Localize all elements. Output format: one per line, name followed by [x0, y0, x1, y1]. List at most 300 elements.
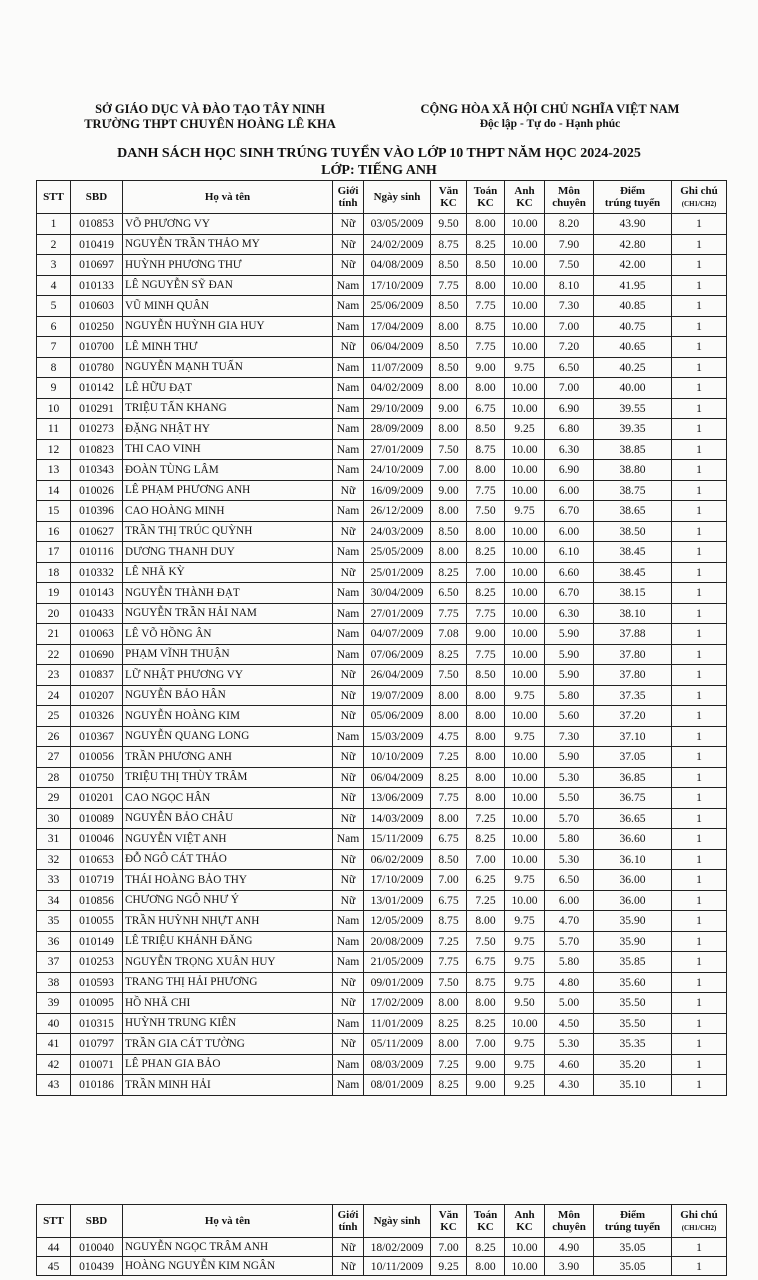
header-diem: Điểm trúng tuyển [594, 1205, 672, 1238]
cell-name: LÊ NHÃ KỲ [123, 562, 333, 583]
cell-stt: 36 [37, 931, 71, 952]
cell-stt: 26 [37, 726, 71, 747]
cell-ghi-chu: 1 [672, 337, 727, 358]
table-row [37, 624, 727, 645]
cell-toan: 7.50 [467, 931, 505, 952]
cell-stt: 24 [37, 685, 71, 706]
cell-van: 8.00 [431, 706, 467, 727]
cell-van: 9.50 [431, 214, 467, 235]
cell-sbd: 010780 [71, 357, 123, 378]
cell-anh: 9.75 [505, 357, 545, 378]
cell-dob: 29/10/2009 [364, 398, 431, 419]
cell-mon-chuyen: 5.90 [545, 644, 594, 665]
cell-gender: Nữ [333, 685, 364, 706]
cell-sbd: 010207 [71, 685, 123, 706]
cell-dob: 08/03/2009 [364, 1054, 431, 1075]
cell-gender: Nam [333, 829, 364, 850]
cell-anh: 10.00 [505, 1238, 545, 1257]
cell-dob: 21/05/2009 [364, 952, 431, 973]
cell-name: LỮ NHẬT PHƯƠNG VY [123, 665, 333, 686]
cell-stt: 28 [37, 767, 71, 788]
cell-gender: Nam [333, 1075, 364, 1096]
cell-diem: 35.35 [594, 1034, 672, 1055]
cell-sbd: 010326 [71, 706, 123, 727]
table-row [37, 911, 727, 932]
cell-diem: 36.75 [594, 788, 672, 809]
cell-sbd: 010116 [71, 542, 123, 563]
cell-ghi-chu: 1 [672, 542, 727, 563]
cell-sbd: 010063 [71, 624, 123, 645]
cell-name: HUỲNH PHƯƠNG THƯ [123, 255, 333, 276]
table-row [37, 214, 727, 235]
cell-name: NGUYỄN TRẦN HẢI NAM [123, 603, 333, 624]
cell-van: 8.50 [431, 521, 467, 542]
header-dob: Ngày sinh [364, 181, 431, 214]
cell-stt: 10 [37, 398, 71, 419]
cell-van: 7.75 [431, 603, 467, 624]
cell-sbd: 010315 [71, 1013, 123, 1034]
cell-stt: 19 [37, 583, 71, 604]
cell-stt: 30 [37, 808, 71, 829]
cell-ghi-chu: 1 [672, 1257, 727, 1276]
cell-dob: 04/07/2009 [364, 624, 431, 645]
cell-toan: 8.75 [467, 316, 505, 337]
cell-anh: 10.00 [505, 255, 545, 276]
cell-ghi-chu: 1 [672, 665, 727, 686]
cell-van: 7.50 [431, 665, 467, 686]
cell-van: 8.00 [431, 316, 467, 337]
cell-mon-chuyen: 8.20 [545, 214, 594, 235]
cell-sbd: 010253 [71, 952, 123, 973]
cell-mon-chuyen: 4.70 [545, 911, 594, 932]
table-row [37, 337, 727, 358]
cell-toan: 8.50 [467, 419, 505, 440]
cell-stt: 23 [37, 665, 71, 686]
cell-sbd: 010697 [71, 255, 123, 276]
cell-sbd: 010201 [71, 788, 123, 809]
cell-dob: 24/10/2009 [364, 460, 431, 481]
cell-mon-chuyen: 5.90 [545, 624, 594, 645]
cell-toan: 7.75 [467, 337, 505, 358]
cell-anh: 9.50 [505, 993, 545, 1014]
cell-gender: Nam [333, 644, 364, 665]
table-row [37, 357, 727, 378]
cell-diem: 38.10 [594, 603, 672, 624]
cell-stt: 8 [37, 357, 71, 378]
header-ghi-chu: Ghi chú (CH1/CH2) [672, 1205, 727, 1238]
cell-mon-chuyen: 6.30 [545, 439, 594, 460]
table-row [37, 316, 727, 337]
cell-stt: 15 [37, 501, 71, 522]
cell-ghi-chu: 1 [672, 214, 727, 235]
cell-mon-chuyen: 5.60 [545, 706, 594, 727]
cell-ghi-chu: 1 [672, 747, 727, 768]
cell-gender: Nữ [333, 255, 364, 276]
cell-dob: 10/11/2009 [364, 1257, 431, 1276]
cell-dob: 15/11/2009 [364, 829, 431, 850]
cell-mon-chuyen: 4.90 [545, 1238, 594, 1257]
cell-dob: 08/01/2009 [364, 1075, 431, 1096]
cell-name: CAO NGỌC HÂN [123, 788, 333, 809]
cell-dob: 27/01/2009 [364, 603, 431, 624]
cell-gender: Nam [333, 460, 364, 481]
cell-gender: Nữ [333, 890, 364, 911]
cell-mon-chuyen: 6.80 [545, 419, 594, 440]
cell-dob: 24/02/2009 [364, 234, 431, 255]
header-van: Văn KC [431, 181, 467, 214]
cell-toan: 8.00 [467, 378, 505, 399]
cell-anh: 10.00 [505, 788, 545, 809]
cell-anh: 9.75 [505, 501, 545, 522]
cell-van: 8.25 [431, 562, 467, 583]
cell-mon-chuyen: 5.30 [545, 767, 594, 788]
cell-ghi-chu: 1 [672, 644, 727, 665]
cell-stt: 27 [37, 747, 71, 768]
header-sbd: SBD [71, 181, 123, 214]
cell-mon-chuyen: 4.30 [545, 1075, 594, 1096]
cell-anh: 10.00 [505, 808, 545, 829]
cell-ghi-chu: 1 [672, 952, 727, 973]
cell-van: 8.50 [431, 357, 467, 378]
cell-mon-chuyen: 5.80 [545, 829, 594, 850]
cell-toan: 8.00 [467, 275, 505, 296]
cell-ghi-chu: 1 [672, 378, 727, 399]
cell-name: NGUYỄN NGỌC TRÂM ANH [123, 1238, 333, 1257]
cell-diem: 36.65 [594, 808, 672, 829]
cell-stt: 34 [37, 890, 71, 911]
cell-ghi-chu: 1 [672, 788, 727, 809]
cell-stt: 40 [37, 1013, 71, 1034]
cell-dob: 25/06/2009 [364, 296, 431, 317]
cell-name: TRẦN PHƯƠNG ANH [123, 747, 333, 768]
table-row [37, 685, 727, 706]
cell-stt: 16 [37, 521, 71, 542]
table-row [37, 808, 727, 829]
cell-gender: Nam [333, 296, 364, 317]
cell-toan: 7.75 [467, 296, 505, 317]
cell-stt: 2 [37, 234, 71, 255]
header-gender: Giới tính [333, 181, 364, 214]
cell-toan: 8.00 [467, 214, 505, 235]
cell-gender: Nữ [333, 1238, 364, 1257]
cell-van: 7.25 [431, 931, 467, 952]
cell-van: 7.75 [431, 952, 467, 973]
cell-anh: 9.25 [505, 1075, 545, 1096]
cell-gender: Nữ [333, 337, 364, 358]
table-row [37, 767, 727, 788]
cell-toan: 7.25 [467, 890, 505, 911]
cell-sbd: 010593 [71, 972, 123, 993]
cell-diem: 38.15 [594, 583, 672, 604]
class-label: LỚP: TIẾNG ANH [321, 163, 437, 178]
cell-stt: 17 [37, 542, 71, 563]
table-row [37, 1257, 727, 1276]
cell-sbd: 010719 [71, 870, 123, 891]
cell-toan: 8.25 [467, 583, 505, 604]
cell-anh: 10.00 [505, 603, 545, 624]
cell-stt: 29 [37, 788, 71, 809]
cell-toan: 9.00 [467, 624, 505, 645]
cell-diem: 36.85 [594, 767, 672, 788]
cell-name: HOÀNG NGUYỄN KIM NGÂN [123, 1257, 333, 1276]
cell-anh: 10.00 [505, 890, 545, 911]
table-row [37, 583, 727, 604]
cell-anh: 10.00 [505, 316, 545, 337]
cell-toan: 8.25 [467, 542, 505, 563]
cell-ghi-chu: 1 [672, 562, 727, 583]
cell-stt: 45 [37, 1257, 71, 1276]
cell-ghi-chu: 1 [672, 829, 727, 850]
cell-sbd: 010433 [71, 603, 123, 624]
cell-diem: 40.75 [594, 316, 672, 337]
header-van: Văn KC [431, 1205, 467, 1238]
cell-name: LÊ PHAN GIA BẢO [123, 1054, 333, 1075]
cell-mon-chuyen: 4.50 [545, 1013, 594, 1034]
table-row [37, 993, 727, 1014]
cell-toan: 6.75 [467, 398, 505, 419]
document-title: DANH SÁCH HỌC SINH TRÚNG TUYỂN VÀO LỚP 10 THPT NĂM HỌC 2024-2025 [117, 146, 641, 161]
cell-diem: 35.85 [594, 952, 672, 973]
cell-toan: 8.00 [467, 1257, 505, 1276]
cell-gender: Nam [333, 439, 364, 460]
issuing-agency-header [60, 102, 360, 132]
cell-stt: 43 [37, 1075, 71, 1096]
table-row [37, 439, 727, 460]
cell-dob: 06/04/2009 [364, 337, 431, 358]
cell-gender: Nam [333, 1013, 364, 1034]
cell-stt: 1 [37, 214, 71, 235]
cell-toan: 8.00 [467, 788, 505, 809]
cell-ghi-chu: 1 [672, 603, 727, 624]
country-name: CỘNG HÒA XÃ HỘI CHỦ NGHĨA VIỆT NAM [420, 102, 680, 116]
cell-van: 9.00 [431, 398, 467, 419]
cell-diem: 41.95 [594, 275, 672, 296]
cell-diem: 38.80 [594, 460, 672, 481]
cell-toan: 8.00 [467, 767, 505, 788]
cell-van: 7.50 [431, 972, 467, 993]
cell-name: PHẠM VĨNH THUẬN [123, 644, 333, 665]
cell-ghi-chu: 1 [672, 234, 727, 255]
cell-toan: 8.75 [467, 439, 505, 460]
cell-name: ĐOÀN TÙNG LÂM [123, 460, 333, 481]
cell-name: LÊ PHẠM PHƯƠNG ANH [123, 480, 333, 501]
cell-gender: Nam [333, 583, 364, 604]
cell-diem: 40.00 [594, 378, 672, 399]
cell-van: 7.00 [431, 1238, 467, 1257]
cell-mon-chuyen: 4.60 [545, 1054, 594, 1075]
cell-van: 8.25 [431, 767, 467, 788]
cell-ghi-chu: 1 [672, 706, 727, 727]
table-row [37, 1013, 727, 1034]
cell-gender: Nam [333, 931, 364, 952]
cell-van: 6.75 [431, 890, 467, 911]
cell-mon-chuyen: 6.90 [545, 460, 594, 481]
cell-stt: 7 [37, 337, 71, 358]
cell-van: 6.75 [431, 829, 467, 850]
school-name: TRƯỜNG THPT CHUYÊN HOÀNG LÊ KHA [84, 117, 336, 131]
cell-stt: 20 [37, 603, 71, 624]
cell-ghi-chu: 1 [672, 808, 727, 829]
cell-gender: Nữ [333, 665, 364, 686]
cell-diem: 35.60 [594, 972, 672, 993]
national-motto-header [380, 102, 720, 132]
cell-ghi-chu: 1 [672, 1013, 727, 1034]
cell-stt: 35 [37, 911, 71, 932]
table-row [37, 603, 727, 624]
cell-van: 7.75 [431, 275, 467, 296]
cell-sbd: 010797 [71, 1034, 123, 1055]
cell-mon-chuyen: 4.80 [545, 972, 594, 993]
department-name: SỞ GIÁO DỤC VÀ ĐÀO TẠO TÂY NINH [95, 102, 325, 116]
cell-sbd: 010853 [71, 214, 123, 235]
cell-mon-chuyen: 6.70 [545, 583, 594, 604]
cell-sbd: 010332 [71, 562, 123, 583]
cell-toan: 9.00 [467, 357, 505, 378]
cell-diem: 37.88 [594, 624, 672, 645]
cell-stt: 11 [37, 419, 71, 440]
cell-name: NGUYỄN TRỌNG XUÂN HUY [123, 952, 333, 973]
cell-mon-chuyen: 5.30 [545, 849, 594, 870]
cell-dob: 17/10/2009 [364, 870, 431, 891]
cell-sbd: 010095 [71, 993, 123, 1014]
cell-dob: 18/02/2009 [364, 1238, 431, 1257]
cell-ghi-chu: 1 [672, 931, 727, 952]
cell-anh: 10.00 [505, 398, 545, 419]
cell-name: CAO HOÀNG MINH [123, 501, 333, 522]
cell-van: 7.08 [431, 624, 467, 645]
cell-dob: 12/05/2009 [364, 911, 431, 932]
cell-toan: 7.25 [467, 808, 505, 829]
table-row [37, 480, 727, 501]
cell-name: THI CAO VINH [123, 439, 333, 460]
cell-ghi-chu: 1 [672, 460, 727, 481]
cell-mon-chuyen: 5.80 [545, 952, 594, 973]
cell-anh: 10.00 [505, 624, 545, 645]
cell-dob: 19/07/2009 [364, 685, 431, 706]
cell-van: 7.25 [431, 747, 467, 768]
cell-stt: 21 [37, 624, 71, 645]
cell-anh: 10.00 [505, 337, 545, 358]
header-anh: Anh KC [505, 1205, 545, 1238]
cell-dob: 17/10/2009 [364, 275, 431, 296]
cell-dob: 06/02/2009 [364, 849, 431, 870]
cell-dob: 06/04/2009 [364, 767, 431, 788]
cell-dob: 11/01/2009 [364, 1013, 431, 1034]
cell-van: 8.00 [431, 808, 467, 829]
header-toan: Toán KC [467, 1205, 505, 1238]
cell-gender: Nam [333, 1054, 364, 1075]
cell-van: 7.50 [431, 439, 467, 460]
cell-mon-chuyen: 8.10 [545, 275, 594, 296]
cell-sbd: 010291 [71, 398, 123, 419]
cell-mon-chuyen: 6.30 [545, 603, 594, 624]
cell-diem: 37.80 [594, 644, 672, 665]
cell-ghi-chu: 1 [672, 398, 727, 419]
cell-ghi-chu: 1 [672, 1054, 727, 1075]
cell-toan: 8.00 [467, 685, 505, 706]
cell-mon-chuyen: 7.20 [545, 337, 594, 358]
cell-stt: 25 [37, 706, 71, 727]
cell-toan: 7.50 [467, 501, 505, 522]
cell-anh: 10.00 [505, 480, 545, 501]
cell-anh: 9.75 [505, 931, 545, 952]
table-row [37, 255, 727, 276]
cell-toan: 8.00 [467, 706, 505, 727]
cell-dob: 13/06/2009 [364, 788, 431, 809]
cell-anh: 10.00 [505, 1013, 545, 1034]
cell-gender: Nữ [333, 747, 364, 768]
cell-mon-chuyen: 6.00 [545, 480, 594, 501]
cell-diem: 37.20 [594, 706, 672, 727]
cell-dob: 17/04/2009 [364, 316, 431, 337]
cell-gender: Nam [333, 726, 364, 747]
cell-ghi-chu: 1 [672, 849, 727, 870]
cell-van: 8.00 [431, 993, 467, 1014]
cell-van: 4.75 [431, 726, 467, 747]
cell-sbd: 010026 [71, 480, 123, 501]
table-row [37, 275, 727, 296]
cell-toan: 9.00 [467, 1054, 505, 1075]
cell-sbd: 010603 [71, 296, 123, 317]
cell-van: 6.50 [431, 583, 467, 604]
cell-van: 8.00 [431, 501, 467, 522]
cell-diem: 35.50 [594, 993, 672, 1014]
table-row [37, 788, 727, 809]
cell-name: TRẦN THỊ TRÚC QUỲNH [123, 521, 333, 542]
cell-dob: 30/04/2009 [364, 583, 431, 604]
cell-name: VŨ MINH QUÂN [123, 296, 333, 317]
results-table-body-continued [37, 1238, 727, 1276]
cell-name: TRẦN HUỲNH NHỰT ANH [123, 911, 333, 932]
cell-diem: 36.10 [594, 849, 672, 870]
cell-stt: 42 [37, 1054, 71, 1075]
cell-dob: 09/01/2009 [364, 972, 431, 993]
cell-mon-chuyen: 6.00 [545, 890, 594, 911]
cell-sbd: 010837 [71, 665, 123, 686]
cell-gender: Nữ [333, 767, 364, 788]
cell-stt: 44 [37, 1238, 71, 1257]
cell-ghi-chu: 1 [672, 583, 727, 604]
cell-toan: 8.00 [467, 993, 505, 1014]
cell-toan: 7.75 [467, 644, 505, 665]
cell-sbd: 010343 [71, 460, 123, 481]
table-row [37, 870, 727, 891]
cell-sbd: 010823 [71, 439, 123, 460]
cell-toan: 8.00 [467, 726, 505, 747]
cell-sbd: 010396 [71, 501, 123, 522]
cell-diem: 38.45 [594, 562, 672, 583]
cell-ghi-chu: 1 [672, 1034, 727, 1055]
cell-dob: 17/02/2009 [364, 993, 431, 1014]
cell-ghi-chu: 1 [672, 870, 727, 891]
cell-dob: 03/05/2009 [364, 214, 431, 235]
cell-mon-chuyen: 7.00 [545, 378, 594, 399]
cell-anh: 9.75 [505, 952, 545, 973]
cell-anh: 10.00 [505, 665, 545, 686]
cell-sbd: 010627 [71, 521, 123, 542]
cell-anh: 10.00 [505, 296, 545, 317]
cell-gender: Nam [333, 911, 364, 932]
cell-ghi-chu: 1 [672, 993, 727, 1014]
cell-diem: 38.45 [594, 542, 672, 563]
cell-van: 8.00 [431, 685, 467, 706]
cell-van: 8.00 [431, 419, 467, 440]
cell-anh: 10.00 [505, 1257, 545, 1276]
cell-gender: Nữ [333, 870, 364, 891]
cell-van: 8.50 [431, 255, 467, 276]
cell-dob: 11/07/2009 [364, 357, 431, 378]
cell-dob: 25/05/2009 [364, 542, 431, 563]
